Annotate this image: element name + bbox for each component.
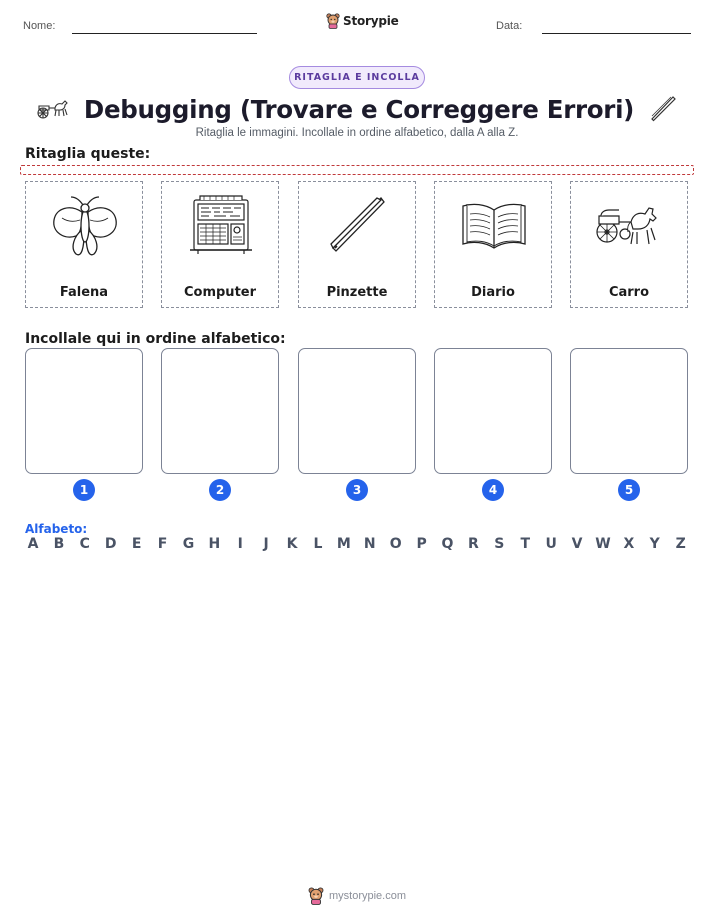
cut-card-carro[interactable] — [570, 181, 688, 308]
name-field[interactable] — [72, 33, 257, 34]
alphabet-letter: P — [416, 536, 427, 552]
brand-logo — [326, 13, 399, 29]
page-title: Debugging (Trovare e Correggere Errori) — [83, 94, 635, 124]
card-label: Falena — [59, 285, 109, 300]
alphabet-letter: V — [571, 536, 583, 552]
brand-name: Storypie — [343, 14, 399, 28]
cut-card-pinzette[interactable] — [298, 181, 416, 308]
alphabet-letter: R — [468, 536, 479, 552]
cut-card-computer[interactable] — [161, 181, 279, 308]
date-field[interactable] — [542, 33, 691, 34]
alphabet-letter: D — [104, 536, 117, 552]
paste-slot-4[interactable] — [434, 348, 552, 474]
paste-slot-1[interactable] — [25, 348, 143, 474]
slot-number-4: 4 — [482, 479, 504, 501]
alphabet-letter: E — [131, 536, 142, 552]
alphabet-letter: X — [623, 536, 635, 552]
moth-icon — [50, 190, 120, 260]
alphabet-letter: K — [286, 536, 298, 552]
alphabet-letter: T — [520, 536, 530, 552]
alphabet-letter: M — [336, 536, 351, 552]
card-label: Diario — [471, 285, 515, 300]
date-label: Data: — [496, 20, 523, 32]
alphabet-letter: A — [27, 536, 39, 552]
computer-icon — [186, 190, 256, 260]
cut-line — [20, 165, 694, 175]
alphabet-letter: Q — [441, 536, 454, 552]
slot-number-3: 3 — [346, 479, 368, 501]
activity-badge: RITAGLIA E INCOLLA — [289, 66, 425, 89]
alphabet-letter: J — [263, 536, 269, 552]
slot-number-5: 5 — [618, 479, 640, 501]
alphabet-letter: Z — [675, 536, 686, 552]
name-label: Nome: — [23, 20, 56, 32]
alphabet-letter: G — [182, 536, 195, 552]
horse-carriage-icon — [595, 190, 665, 260]
footer-url[interactable]: mystorypie.com — [328, 890, 407, 902]
alphabet-letter: O — [389, 536, 402, 552]
bear-mascot-icon — [326, 13, 340, 29]
card-label: Computer — [183, 285, 257, 300]
alphabet-letter: F — [157, 536, 168, 552]
title-row — [0, 90, 714, 128]
horse-carriage-icon — [36, 98, 70, 120]
alphabet-letter: I — [237, 536, 243, 552]
paste-slot-3[interactable] — [298, 348, 416, 474]
alphabet-letter: N — [363, 536, 376, 552]
paste-slot-2[interactable] — [161, 348, 279, 474]
card-label: Carro — [608, 285, 650, 300]
alphabet-letter: B — [53, 536, 65, 552]
cut-card-falena[interactable] — [25, 181, 143, 308]
paste-heading: Incollale qui in ordine alfabetico: — [25, 331, 286, 347]
slot-number-2: 2 — [209, 479, 231, 501]
paste-slot-5[interactable] — [570, 348, 688, 474]
alphabet-letter: S — [494, 536, 505, 552]
bear-mascot-icon — [308, 887, 324, 905]
card-label: Pinzette — [326, 285, 388, 300]
alphabet-letter: Y — [649, 536, 660, 552]
open-book-icon — [459, 190, 529, 260]
cut-heading: Ritaglia queste: — [25, 146, 151, 162]
alphabet-letter: W — [595, 536, 611, 552]
tweezers-icon — [323, 190, 393, 260]
alphabet-letter: H — [208, 536, 221, 552]
alphabet-letter: U — [545, 536, 557, 552]
alphabet-letter: L — [313, 536, 323, 552]
alphabet-letter: C — [79, 536, 90, 552]
footer — [0, 887, 714, 905]
alphabet-label: Alfabeto: — [25, 522, 88, 536]
cut-card-diario[interactable] — [434, 181, 552, 308]
slot-number-1: 1 — [73, 479, 95, 501]
instructions: Ritaglia le immagini. Incollale in ordine alfabetico, dalla A alla Z. — [195, 127, 519, 139]
tweezers-icon — [648, 94, 678, 124]
alphabet-row — [25, 536, 689, 552]
